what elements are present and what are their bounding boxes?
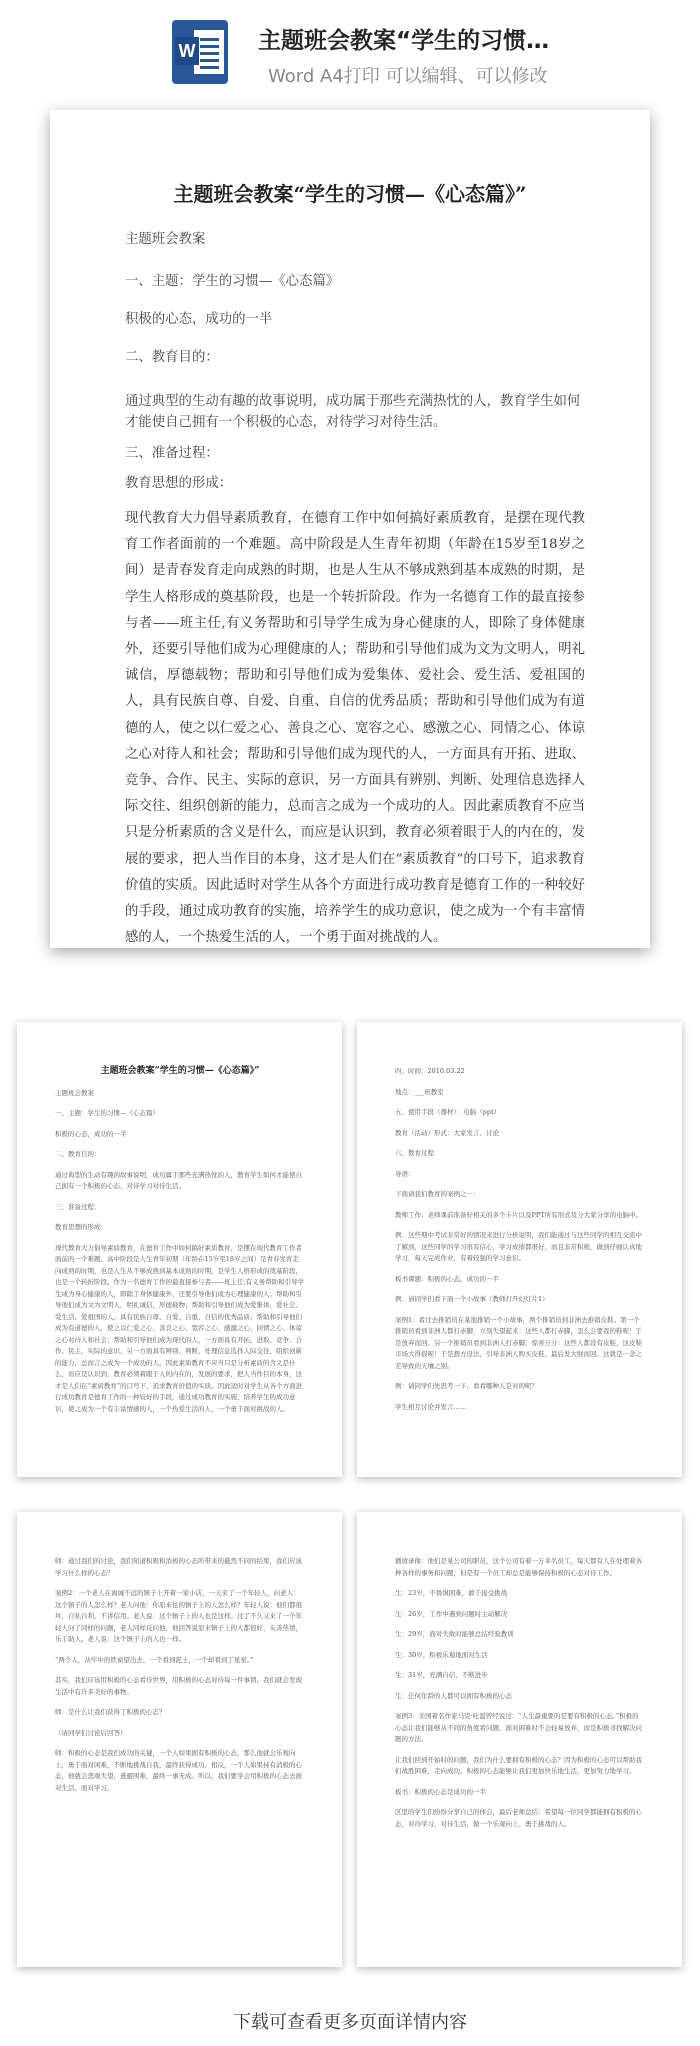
thumb-text: 师：是什么让我们获得了积极的心态？ <box>55 1708 166 1716</box>
thumb-text: 让我们回到开始时的问题，我们为什么要拥有积极的心态？因为积极的心态可以帮助我们战胜困难，走向成功。积极的心态能够让我们更加快乐地生活，更加努力地学习。 <box>395 1755 642 1775</box>
word-doc-icon <box>172 20 228 84</box>
page-title: 主题班会教案“学生的习惯—《心态篇》” <box>173 182 527 206</box>
thumb-text: 例：请同学们先思考一下，看看哪种人是对的呢？ <box>395 1382 538 1390</box>
thumb-text: 导语： <box>395 1169 415 1178</box>
section-purpose: 二、教育目的： <box>125 350 219 365</box>
thumb-text: 师：积极的心态是我们成功的关键，一个人如果拥有积极的心态，那么他就会乐观向上，勇于面对困难，不断地挑战自我，最终获得成功。相反，一个人如果持有消极的心态，他就会悲观失望，逃避困难，最终一事无成。所以，我们要学会用积极的心态去面对生活、面对学习。 <box>55 1749 302 1792</box>
document-title: 主题班会教案“学生的习惯… <box>258 28 550 54</box>
thumb-text: 教师工作：老师课前准备好相关的多个卡片以及PPT所有形式及分大家分享的电脑中。 <box>395 1210 643 1219</box>
thumb-text: 其实，我们应该用积极的心态看待世界，用积极的心态对待每一件事情，我们就会发现生活中有许多美好的事物。 <box>55 1676 302 1696</box>
thumb-text: 生：23岁，不畏惧困难，敢于接受挑战 <box>395 1589 508 1597</box>
thumb-text: 学生相互讨论并发言…… <box>395 1402 467 1411</box>
thumb-text: 师：通过我们的讨论，我们知道积极和消极的心态所带来的截然不同的结果，我们应该学习什么样的心态？ <box>55 1557 302 1577</box>
thumbnail-page-2[interactable] <box>357 1022 682 1477</box>
thumb-text: 四、时间：2010.03.22 <box>395 1067 465 1075</box>
thumb-text: 教育思想的形成： <box>55 1223 107 1231</box>
thumb-text: 三、准备过程： <box>55 1202 101 1211</box>
thumb-text: 板书：积极的心态是成功的一半 <box>395 1787 486 1796</box>
thumb-text: 教育（活动）形式：大家发言、讨论 <box>395 1128 499 1137</box>
thumb-text: 六、教育过程 <box>395 1149 434 1157</box>
thumb-title: 主题班会教案“学生的习惯—《心态篇》” <box>100 1066 260 1076</box>
thumb-text: 案例1：看过去推销员在某地推销一个小故事，两个推销员到非洲去推销皮鞋。第一个推销员看到非洲人都打赤脚，立刻失望起来：这些人都打赤脚，怎么会要我的鞋呢！于是放弃而回。另一个推销员看到非洲人打赤脚，惊喜万分：这些人都没有皮鞋，这皮鞋市场大得很呢！于是想方设法，引导非洲人购买皮鞋，最后发大财而回。这就是一念之差导致的天壤之别。 <box>395 1315 642 1370</box>
header <box>0 0 700 100</box>
thumb-text: 主题班会教案 <box>55 1088 94 1097</box>
subheading: 主题班会教案 <box>125 232 206 247</box>
thumb-text: 生：30岁，积极乐观地面对生活 <box>395 1650 488 1659</box>
thumb-text: （请同学们讨论后回答） <box>55 1728 127 1737</box>
word-letter: W <box>175 37 199 65</box>
thumb-text: 地点：___班教室 <box>395 1087 444 1096</box>
purpose-text: 通过典型的生动有趣的故事说明，成功属于那些充满热忱的人，教育学生如何才能使自己拥有一个积极的心态，对待学习对待生活。 <box>125 394 581 430</box>
thumb-text: 生：29岁，面对失败时能够总结经验教训 <box>395 1630 514 1638</box>
thumb-text: 生：任何年龄的人都可以拥有积极的心态 <box>395 1691 512 1700</box>
thumbnail-page-1[interactable] <box>17 1022 342 1477</box>
thumb-text: 一、主题：学生的习惯—《心态篇》 <box>55 1109 159 1117</box>
body-paragraph: 现代教育大力倡导素质教育，在德育工作中如何搞好素质教育，是摆在现代教育工作者面前的一个难题。高中阶段是人生青年初期（年龄在15岁至18岁之间）是青春发育走向成熟的时期，也是人生从不够成熟到基本成熟的时期，是学生人格形成的奠基阶段，也是一个转折阶段。作为一名德育工作的最直接参与者——班主任,有义务帮助和引导学生成为身心健康的人，即除了身体健康外，还要引导他们成为心理健康的人；帮助和引导他们成为文为文明人，明礼诚信，厚德载物；帮助和引导他们成为爱集体、爱社会、爱生活、爱祖国的人，具有民族自尊、自爱、自重、自信的优秀品质；帮助和引导他们成为有道德的人，使之以仁爱之心、善良之心、宽容之心、感激之心、同情之心、体谅之心对待人和社会；帮助和引导他们成为现代的人，一方面具有开拓、进取、竞争、合作、民主、实际的意识，另一方面具有辨别、判断、处理信息选择人际交往、组织创新的能力，总而言之成为一个成功的人。因此素质教育不应当只是分析素质的含义是什么，而应是认识到，教育必须着眼于人的内在的，发展的要求，把人当作目的本身，这才是人们在“素质教育”的口号下，追求教育价值的实质。因此适时对学生从各个方面进行成功教育是德育工作的一种较好的手段，通过成功教育的实施，培养学生的成功意识，使之成为一个有丰富情感的人，一个热爱生活的人，一个勇于面对挑战的人。 <box>125 511 585 946</box>
download-more-link[interactable]: 下载可查看更多页面详情内容 <box>233 2012 467 2033</box>
thumbnail-page-3[interactable] <box>17 1512 342 1967</box>
thumb-text: 下面请我们教育的案例之一： <box>395 1190 480 1198</box>
thought-heading: 教育思想的形成： <box>125 476 233 491</box>
thumb-text: 板书课题：积极的心态，成功的一半 <box>395 1274 499 1283</box>
thumb-text: 现代教育大力倡导素质教育，在德育工作中如何搞好素质教育，是摆在现代教育工作者面前的一个难题。高中阶段是人生青年初期（年龄在15岁至18岁之间）是青春发育走向成熟的时期，也是人生从不够成熟到基本成熟的时期，是学生人格形成的奠基阶段，也是一个转折阶段。作为一名德育工作的最直接参与者——班主任,有义务帮助和引导学生成为身心健康的人，即除了身体健康外，还要引导他们成为心理健康的人；帮助和引导他们成为文为文明人，明礼诚信，厚德载物；帮助和引导他们成为爱集体、爱社会、爱生活、爱祖国的人，具有民族自尊、自爱、自重、自信的优秀品质；帮助和引导他们成为有道德的人，使之以仁爱之心、善良之心、宽容之心、感激之心、同情之心、体谅之心对待人和社会；帮助和引导他们成为现代的人，一方面具有开拓、进取、竞争、合作、民主、实际的意识，另一方面具有辨别、判断、处理信息选择人际交往、组织创新的能力，总而言之成为一个成功的人。因此素质教育不应当只是分析素质的含义是什么，而应是认识到，教育必须着眼于人的内在的，发展的要求，把人当作目的本身，这才是人们在“素质教育”的口号下，追求教育价值的实质。因此适时对学生从各个方面进行成功教育是德育工作的一种较好的手段，通过成功教育的实施，培养学生的成功意识，使之成为一个有丰富情感的人，一个热爱生活的人，一个勇于面对挑战的人。 <box>55 1243 305 1413</box>
thumb-text: 积极的心态，成功的一半 <box>55 1129 127 1138</box>
thumb-text: 例：请同学们看下面一个小故事（教师打开幻灯片1） <box>395 1295 549 1303</box>
motto: 积极的心态，成功的一半 <box>125 312 273 327</box>
section-topic: 一、主题：学生的习惯—《心态篇》 <box>125 274 340 289</box>
document-subtitle: Word A4打印 可以编辑、可以修改 <box>268 66 548 87</box>
thumbnail-page-4[interactable] <box>357 1512 682 1967</box>
thumb-text: 五、使用手段（器材）：电脑（ppt） <box>395 1108 501 1116</box>
preview-page-main <box>50 110 650 948</box>
thumb-text: 通过典型的生动有趣的故事说明，成功属于那些充满热忱的人，教育学生如何才能使自己拥有一个积极的心态，对待学习对待生活。 <box>55 1170 302 1190</box>
thumb-text: “两个人，从牢中的铁窗望出去，一个看到泥土，一个却看到了星星。” <box>55 1655 254 1664</box>
thumb-text: 例：这些期中考试非常好的情况来进行分析说明，我们能通过与这些同学的相互交流中了解到，这些同学的学习很有信心，学习成绩都很好，而且非常积极，做到仔细认真地学习，每天完成作业，有着较强的学习意识。 <box>395 1231 642 1262</box>
thumb-text: 播放录像：他们是某公司的职员，这个公司有着一万多名员工，每天都有人在处理着各种各样的事务和问题，但是有一个员工却总是能够保持积极的心态对待工作。 <box>395 1557 642 1577</box>
thumb-text: 生：26岁，工作中遇到问题时主动解决 <box>395 1609 508 1618</box>
section-preparation: 三、准备过程： <box>125 446 219 461</box>
thumb-text: 区里的学生们纷纷分享自己的体会，最后老师总结：希望每一位同学都能拥有积极的心态，对待学习，对待生活，做一个乐观向上、勇于挑战的人。 <box>395 1808 642 1828</box>
thumb-text: 案例2：一个老人在离城不远的镇子上开着一家小店，一天来了一个年轻人，问老人：这个镇子的人怎么样？老人问他：你原来住的镇子上的人怎么样？年轻人说：他们都很坏，自私自利，不讲信用。老人说：这个镇子上的人也是这样。过了不久又来了一个年轻人问了同样的问题，老人同样反问他，他回答说原来镇子上的人都很好，友善热情，乐于助人。老人说：这个镇子上的人也一样。 <box>55 1589 302 1643</box>
thumb-text: 生：31岁，充满自信，不断进步 <box>395 1671 488 1679</box>
thumb-text: 二、教育目的： <box>55 1150 101 1158</box>
thumb-text: 案例3：美国着名作家马克·吐温曾经说过：“人生最重要的是要有积极的心态。”积极的心态让我们能够从不同的角度看问题，面对困难时不会轻易放弃，而是积极寻找解决问题的方法。 <box>395 1712 642 1743</box>
